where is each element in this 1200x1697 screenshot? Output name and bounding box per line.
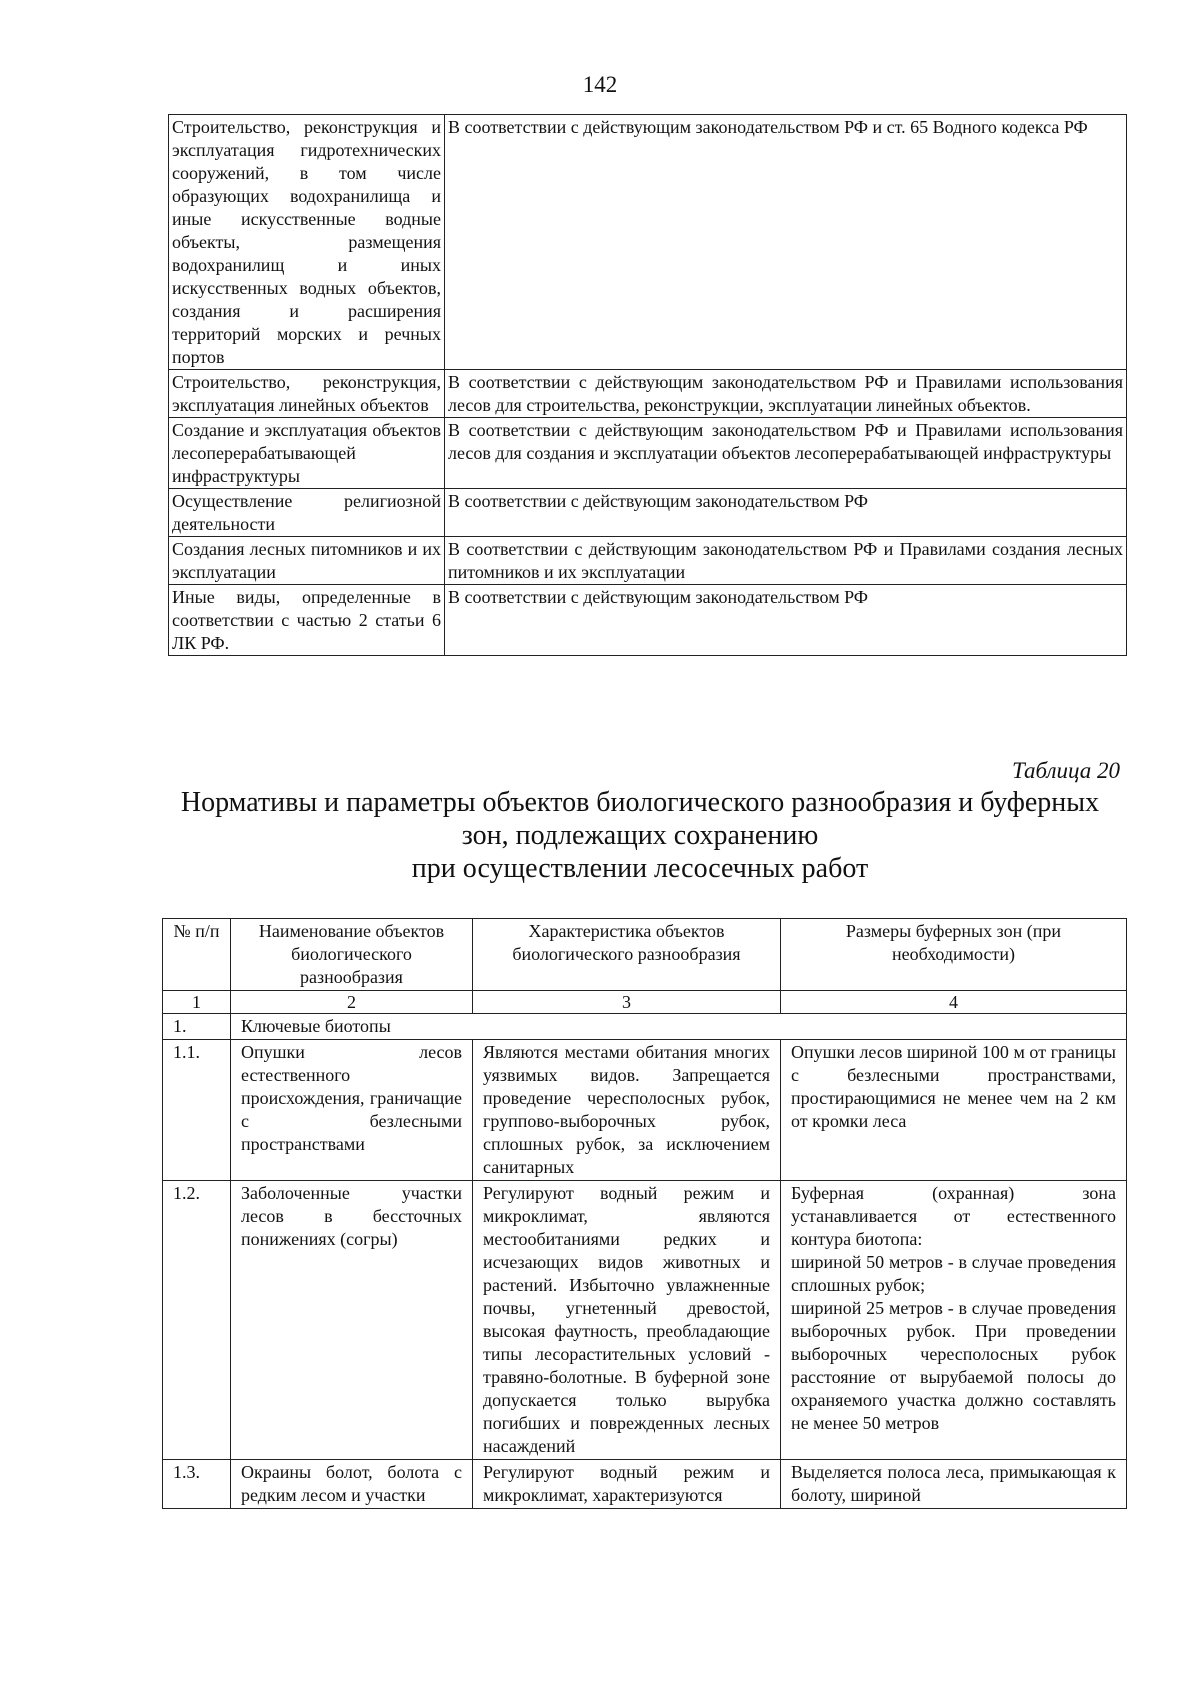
buffer-size: Выделяется полоса леса, примыкающая к болоту, шириной (781, 1460, 1127, 1509)
section-num: 1. (163, 1014, 231, 1040)
table-row (163, 1181, 1127, 1460)
basis-cell: В соответствии с действующим законодательством РФ и ст. 65 Водного кодекса РФ (445, 115, 1127, 370)
header-num: № п/п (163, 919, 231, 991)
column-number-row (163, 991, 1127, 1014)
table-title-line: зон, подлежащих сохранению (461, 820, 819, 851)
object-name: Окраины болот, болота с редким лесом и участки (231, 1460, 473, 1509)
table-label: Таблица 20 (1011, 758, 1120, 783)
table-row (169, 115, 1127, 370)
basis-cell: В соответствии с действующим законодательством РФ и Правилами использования лесов для строительства, реконструкции, эксплуатации линейных объектов. (445, 370, 1127, 418)
section-row (163, 1014, 1127, 1040)
object-name: Опушки лесов естественного происхождения, граничащие с безлесными пространствами (231, 1040, 473, 1181)
table-row (169, 489, 1127, 537)
activity-cell: Строительство, реконструкция и эксплуатация гидротехнических сооружений, в том числе образующих водохранилища и иные искусственные водные объекты, размещения водохранилищ и иных искусственных водных объектов, создания и расширения территорий морских и речных портов (169, 115, 445, 370)
header-characteristic: Характеристика объектов биологического разнообразия (473, 919, 781, 991)
object-characteristic: Регулируют водный режим и микроклимат, являются местообитаниями редких и исчезающих видов животных и растений. Избыточно увлажненные почвы, угнетенный древостой, высокая фаутность, преобладающие типы лесорастительных условий - травяно-болотные. В буферной зоне допускается только вырубка погибших и поврежденных лесных насаждений (473, 1181, 781, 1460)
buffer-size: Опушки лесов шириной 100 м от границы с безлесными пространствами, простирающимися не менее чем на 2 км от кромки леса (781, 1040, 1127, 1181)
activity-cell: Создания лесных питомников и их эксплуатации (169, 537, 445, 585)
buffer-size (781, 1181, 1127, 1460)
section-title: Ключевые биотопы (231, 1014, 1127, 1040)
table-row (163, 1040, 1127, 1181)
buffer-size-line: шириной 25 метров - в случае проведения выборочных рубок. При проведении выборочных чересполосных рубок расстояние от вырубаемой полосы до охраняемого участка должно составлять не менее 50 метров (791, 1298, 1116, 1433)
table-title (150, 786, 1130, 885)
activity-cell: Строительство, реконструкция, эксплуатация линейных объектов (169, 370, 445, 418)
basis-cell: В соответствии с действующим законодательством РФ и Правилами создания лесных питомников и их эксплуатации (445, 537, 1127, 585)
basis-cell: В соответствии с действующим законодательством РФ и Правилами использования лесов для создания и эксплуатации объектов лесоперерабатывающей инфраструктуры (445, 418, 1127, 489)
activity-cell: Иные виды, определенные в соответствии с частью 2 статьи 6 ЛК РФ. (169, 585, 445, 656)
table-row (169, 585, 1127, 656)
column-number: 1 (163, 991, 231, 1014)
object-name: Заболоченные участки лесов в бессточных понижениях (согры) (231, 1181, 473, 1460)
column-number: 4 (781, 991, 1127, 1014)
basis-cell: В соответствии с действующим законодательством РФ (445, 585, 1127, 656)
row-num: 1.2. (163, 1181, 231, 1460)
table-row (163, 1460, 1127, 1509)
activity-cell: Создание и эксплуатация объектов лесоперерабатывающей инфраструктуры (169, 418, 445, 489)
buffer-size-line: Буферная (охранная) зона устанавливается от естественного контура биотопа: (791, 1183, 1116, 1249)
table-header-row (163, 919, 1127, 991)
table-title-line: при осуществлении лесосечных работ (411, 853, 869, 884)
header-buffer: Размеры буферных зон (при необходимости) (781, 919, 1127, 991)
basis-cell: В соответствии с действующим законодательством РФ (445, 489, 1127, 537)
row-num: 1.1. (163, 1040, 231, 1181)
biodiversity-table (162, 918, 1127, 1509)
column-number: 3 (473, 991, 781, 1014)
table-title-line: Нормативы и параметры объектов биологического разнообразия и буферных (180, 787, 1100, 818)
table-row (169, 370, 1127, 418)
page-number: 142 (582, 72, 618, 97)
column-number: 2 (231, 991, 473, 1014)
activity-cell: Осуществление религиозной деятельности (169, 489, 445, 537)
buffer-size-line: шириной 50 метров - в случае проведения сплошных рубок; (791, 1252, 1116, 1295)
table-row (169, 537, 1127, 585)
row-num: 1.3. (163, 1460, 231, 1509)
header-name: Наименование объектов биологического разнообразия (231, 919, 473, 991)
object-characteristic: Регулируют водный режим и микроклимат, характеризуются (473, 1460, 781, 1509)
top-table (168, 114, 1127, 656)
object-characteristic: Являются местами обитания многих уязвимых видов. Запрещается проведение чересполосных рубок, группово-выборочных рубок, сплошных рубок, за исключением санитарных (473, 1040, 781, 1181)
table-row (169, 418, 1127, 489)
